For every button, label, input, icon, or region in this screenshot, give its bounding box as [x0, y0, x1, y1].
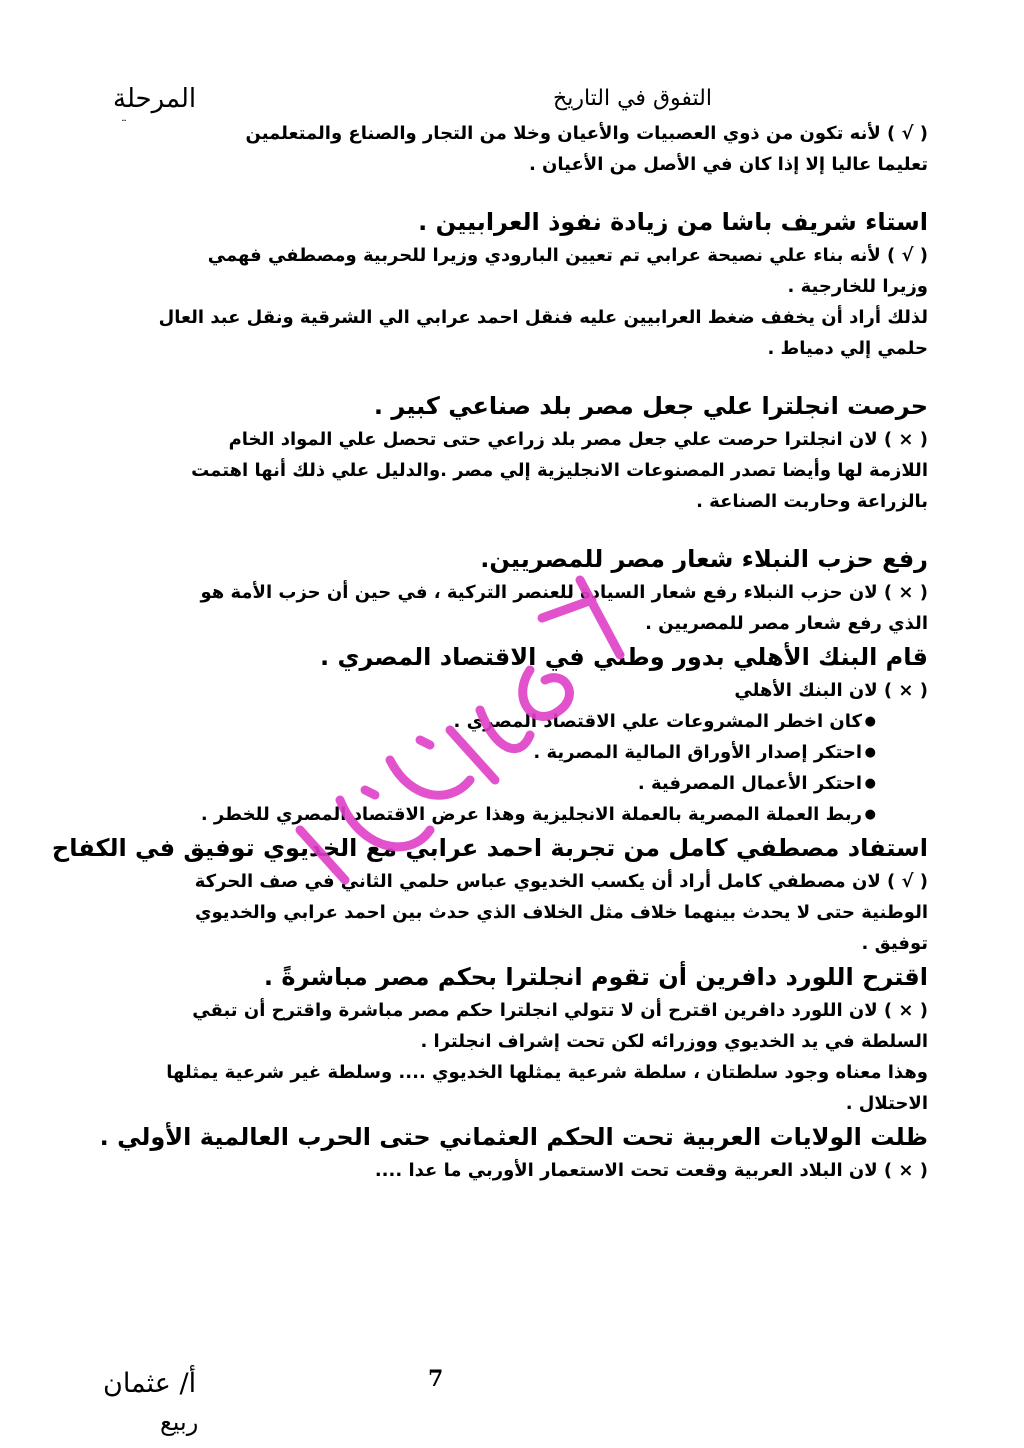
question-heading: ظلت الولايات العربية تحت الحكم العثماني حتى الحرب العالمية الأولي . [99, 1123, 928, 1151]
answer-line: حلمي إلي دمياط . [767, 338, 928, 359]
question-heading: استاء شريف باشا من زيادة نفوذ العرابيين . [418, 208, 928, 236]
page-number: 7 [428, 1366, 444, 1392]
answer-line: ( √ ) لأنه بناء علي نصيحة عرابي تم تعيين البارودي وزيرا للحربية ومصطفي فهمي [207, 245, 928, 266]
question-heading: استفاد مصطفي كامل من تجربة احمد عرابي مع الخديوي توفيق في الكفاح [51, 834, 928, 862]
answer-line: ( × ) لان البنك الأهلي [734, 680, 928, 701]
answer-line: وزيرا للخارجية . [787, 276, 928, 297]
answer-line: ( × ) لان انجلترا حرصت علي جعل مصر بلد زراعي حتى تحصل علي المواد الخام [228, 429, 928, 450]
header-title: التفوق في التاريخ [553, 86, 712, 111]
author-surname: ربيع [160, 1408, 199, 1436]
answer-line: ( × ) لان البلاد العربية وقعت تحت الاستعمار الأوربي ما عدا .... [374, 1160, 928, 1181]
document-body [51, 118, 928, 1186]
answer-line: الذي رفع شعار مصر للمصريين . [645, 613, 928, 634]
question-heading: حرصت انجلترا علي جعل مصر بلد صناعي كبير . [373, 392, 928, 420]
header-dots: ¨ [121, 118, 127, 132]
bullet-item: ● كان اخطر المشروعات علي الاقتصاد المصري . [112, 706, 928, 737]
bullet-item: ● احتكر الأعمال المصرفية . [112, 768, 928, 799]
answer-line: لذلك أراد أن يخفف ضغط العرابيين عليه فنقل احمد عرابي الي الشرقية ونقل عبد العال [158, 307, 928, 328]
answer-line: السلطة في يد الخديوي ووزرائه لكن تحت إشراف انجلترا . [420, 1031, 928, 1052]
answer-line: الوطنية حتى لا يحدث بينهما خلاف مثل الخلاف الذي حدث بين احمد عرابي والخديوي [195, 902, 928, 923]
answer-line: ( √ ) لان مصطفي كامل أراد أن يكسب الخديوي عباس حلمي الثاني في صف الحركة [194, 871, 928, 892]
answer-line: اللازمة لها وأيضا تصدر المصنوعات الانجليزية إلي مصر .والدليل علي ذلك أنها اهتمت [191, 460, 928, 481]
bullet-item: ● ربط العملة المصرية بالعملة الانجليزية وهذا عرض الاقتصاد المصري للخطر . [112, 799, 928, 830]
answer-line: وهذا معناه وجود سلطتان ، سلطة شرعية يمثلها الخديوي .... وسلطة غير شرعية يمثلها [166, 1062, 928, 1083]
answer-line: الاحتلال . [845, 1093, 928, 1114]
answer-line: بالزراعة وحاربت الصناعة . [696, 491, 928, 512]
answer-line: توفيق . [861, 933, 928, 954]
bullet-item: ● احتكر إصدار الأوراق المالية المصرية . [112, 737, 928, 768]
answer-line: ( × ) لان حزب النبلاء رفع شعار السيادة للعنصر التركية ، في حين أن حزب الأمة هو [200, 582, 928, 603]
answer-line: ( × ) لان اللورد دافرين اقترح أن لا تتولي انجلترا حكم مصر مباشرة واقترح أن تبقي [192, 1000, 928, 1021]
question-heading: قام البنك الأهلي بدور وطني في الاقتصاد المصري . [320, 643, 928, 671]
question-heading: اقترح اللورد دافرين أن تقوم انجلترا بحكم مصر مباشرةً . [263, 963, 928, 991]
header-stage: المرحلة [113, 84, 197, 114]
author-name: أ/ عثمان [103, 1368, 197, 1399]
answer-line: ( √ ) لأنه تكون من ذوي العصبيات والأعيان وخلا من التجار والصناع والمتعلمين [245, 123, 928, 144]
answer-line: تعليما عاليا إلا إذا كان في الأصل من الأعيان . [528, 154, 928, 175]
question-heading: رفع حزب النبلاء شعار مصر للمصريين. [480, 545, 928, 573]
